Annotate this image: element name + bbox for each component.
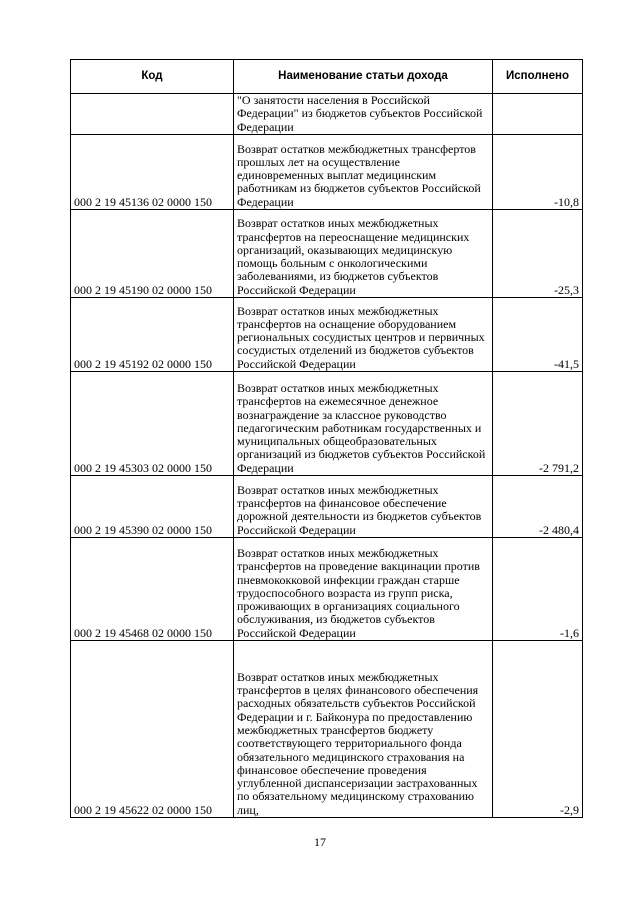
- row-value: -25,3: [493, 210, 583, 298]
- header-name: Наименование статьи дохода: [234, 60, 493, 94]
- table-header-row: [71, 60, 583, 94]
- row-value: -1,6: [493, 538, 583, 641]
- row-name: "О занятости населения в Российской Федерации" из бюджетов субъектов Российской Федерации: [234, 94, 493, 135]
- header-code: Код: [71, 60, 234, 94]
- row-code: [71, 94, 234, 135]
- table-row: [71, 641, 583, 818]
- table-row: [71, 298, 583, 372]
- row-name: Возврат остатков иных межбюджетных трансфертов на проведение вакцинации против пневмококковой инфекции граждан старше трудоспособного возраста из групп риска, проживающих в организациях социального обслуживания, из бюджетов субъектов Российской Федерации: [234, 538, 493, 641]
- row-code: 000 2 19 45303 02 0000 150: [71, 372, 234, 476]
- row-code: 000 2 19 45136 02 0000 150: [71, 135, 234, 210]
- row-name: Возврат остатков иных межбюджетных трансфертов на финансовое обеспечение дорожной деятельности из бюджетов субъектов Российской Федерации: [234, 476, 493, 538]
- table-row: [71, 210, 583, 298]
- table-row: [71, 538, 583, 641]
- income-table: [70, 59, 583, 818]
- table-row: [71, 135, 583, 210]
- row-code: 000 2 19 45190 02 0000 150: [71, 210, 234, 298]
- table-row: [71, 94, 583, 135]
- row-value: -2 480,4: [493, 476, 583, 538]
- table-row: [71, 372, 583, 476]
- row-value: -2 791,2: [493, 372, 583, 476]
- row-code: 000 2 19 45390 02 0000 150: [71, 476, 234, 538]
- row-name: Возврат остатков иных межбюджетных трансфертов на ежемесячное денежное вознаграждение за классное руководство педагогическим работникам государственных и муниципальных общеобразовательных организаций из бюджетов субъектов Российской Федерации: [234, 372, 493, 476]
- row-name: Возврат остатков иных межбюджетных трансфертов на переоснащение медицинских организаций, оказывающих медицинскую помощь больным с онкологическими заболеваниями, из бюджетов субъектов Российской Федерации: [234, 210, 493, 298]
- row-name: Возврат остатков иных межбюджетных трансфертов в целях финансового обеспечения расходных обязательств субъектов Российской Федерации и г. Байконура по предоставлению межбюджетных трансфертов бюджету соответствующего территориального фонда обязательного медицинского страхования на финансовое обеспечение проведения углубленной диспансеризации застрахованных по обязательному медицинскому страхованию лиц,: [234, 641, 493, 818]
- row-name: Возврат остатков иных межбюджетных трансфертов на оснащение оборудованием региональных сосудистых центров и первичных сосудистых отделений из бюджетов субъектов Российской Федерации: [234, 298, 493, 372]
- table-row: [71, 476, 583, 538]
- row-code: 000 2 19 45622 02 0000 150: [71, 641, 234, 818]
- row-code: 000 2 19 45468 02 0000 150: [71, 538, 234, 641]
- page-number: 17: [314, 835, 326, 849]
- row-value: -41,5: [493, 298, 583, 372]
- row-name: Возврат остатков межбюджетных трансфертов прошлых лет на осуществление единовременных выплат медицинским работникам из бюджетов субъектов Российской Федерации: [234, 135, 493, 210]
- row-value: -10,8: [493, 135, 583, 210]
- row-value: [493, 94, 583, 135]
- row-code: 000 2 19 45192 02 0000 150: [71, 298, 234, 372]
- row-value: -2,9: [493, 641, 583, 818]
- header-executed: Исполнено: [493, 60, 583, 94]
